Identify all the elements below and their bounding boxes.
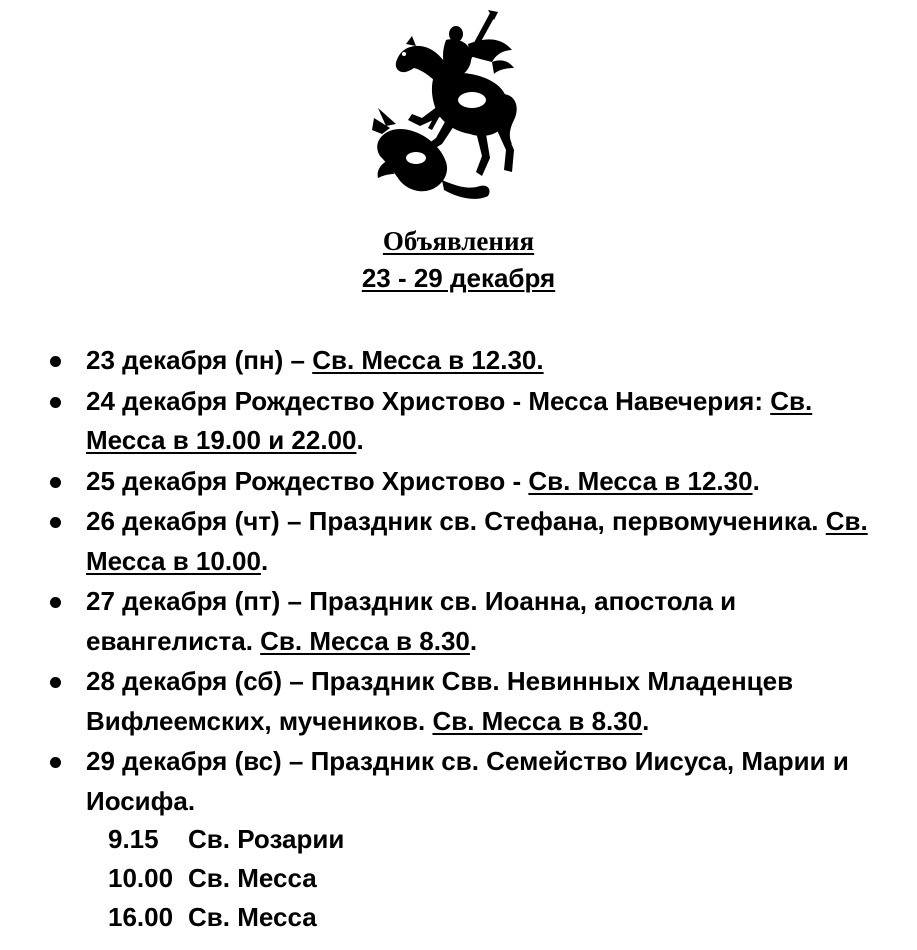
mass-time: Св. Месса в 8.30 <box>432 705 643 736</box>
announcement-text: 28 декабря (сб) – Праздник Свв. Невинных Младенцев Вифлеемских, мучеников. <box>86 666 794 736</box>
list-item <box>0 382 917 461</box>
schedule-row <box>108 820 344 859</box>
announcement-text: 23 декабря (пн) – <box>86 345 313 375</box>
list-item <box>0 742 917 821</box>
date-range: 23 - 29 декабря <box>361 263 556 293</box>
bullet-icon <box>50 757 61 768</box>
bullet-icon <box>50 356 61 367</box>
schedule-event: Св. Месса <box>188 863 317 893</box>
page-title: Объявления <box>382 226 535 256</box>
schedule-event: Св. Розарии <box>188 824 345 854</box>
announcement-text: 26 декабря (чт) – Праздник св. Стефана, первомученика. <box>86 506 826 536</box>
announcement-list <box>0 341 917 822</box>
announcement-end: . <box>752 465 760 496</box>
schedule-row <box>108 898 344 937</box>
bullet-icon <box>50 517 61 528</box>
schedule-time: 9.15 <box>108 824 159 854</box>
bullet-icon <box>50 597 61 608</box>
bullet-icon <box>50 677 61 688</box>
list-item <box>0 582 917 661</box>
bullet-icon <box>50 477 61 488</box>
list-item <box>0 662 917 741</box>
announcement-text: 29 декабря (вс) – Праздник св. Семейство Иисуса, Марии и Иосифа. <box>86 746 849 816</box>
mass-time: Св. Месса в 12.30. <box>312 345 544 375</box>
mass-time: Св. Месса в 19.00 и 22.00 <box>86 385 813 455</box>
mass-time: Св. Месса в 12.30 <box>528 465 753 496</box>
announcement-end: . <box>356 425 364 455</box>
list-item <box>0 341 917 381</box>
list-item <box>0 502 917 581</box>
list-item <box>0 462 917 502</box>
sunday-schedule <box>108 820 344 937</box>
announcement-text: 25 декабря Рождество Христово - <box>86 465 529 496</box>
schedule-row <box>108 859 344 898</box>
announcement-end: . <box>642 705 650 736</box>
bullet-icon <box>50 397 61 408</box>
st-george-dragon-icon <box>372 10 522 202</box>
announcement-text: 27 декабря (пт) – Праздник св. Иоанна, апостола и евангелиста. <box>86 586 737 656</box>
mass-time: Св. Месса в 10.00 <box>86 506 868 576</box>
announcement-end: . <box>469 625 478 656</box>
announcement-end: . <box>260 545 269 576</box>
schedule-time: 10.00 <box>108 863 174 893</box>
schedule-time: 16.00 <box>108 902 174 932</box>
announcement-text: 24 декабря Рождество Христово - Месса Навечерия: <box>86 385 771 416</box>
schedule-event: Св. Месса <box>188 902 317 932</box>
mass-time: Св. Месса в 8.30 <box>260 625 470 656</box>
